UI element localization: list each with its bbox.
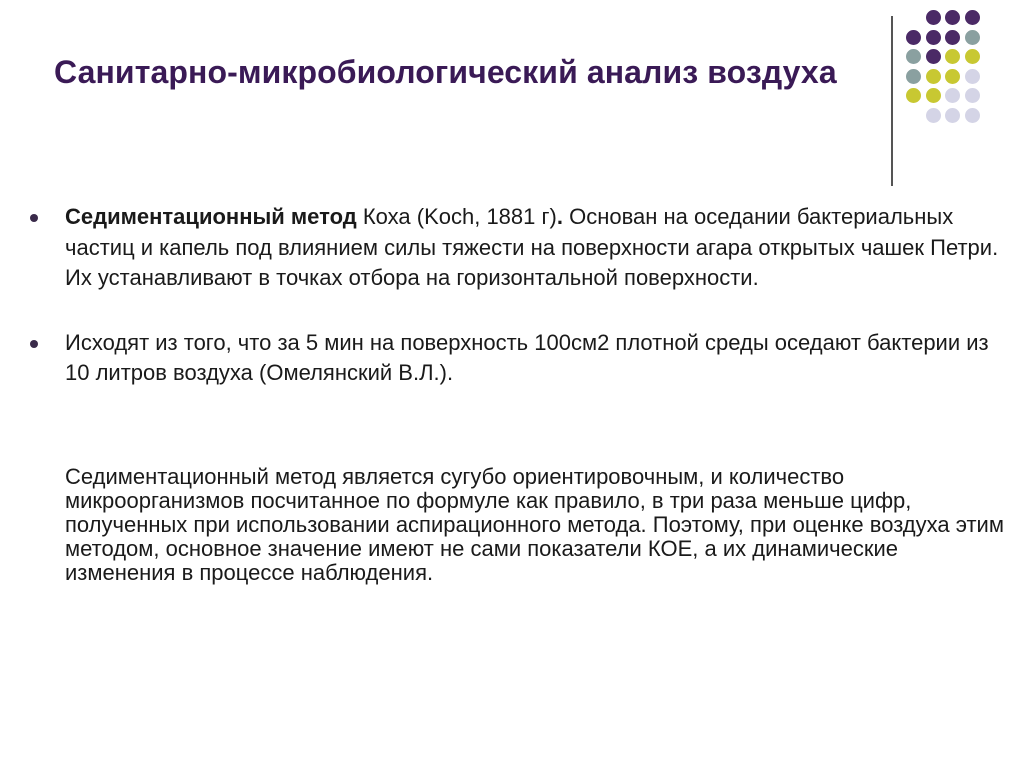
bullet-dot-icon xyxy=(30,340,38,348)
decorative-dot xyxy=(965,30,980,45)
bullet-item xyxy=(30,202,1010,294)
slide-title: Санитарно-микробиологический анализ воздуха xyxy=(54,54,837,90)
decorative-dot xyxy=(945,108,960,123)
decorative-dot xyxy=(965,108,980,123)
bullet-dot-icon xyxy=(30,214,38,222)
bullet-text: Основан на оседании бактериальных частиц и капель под влиянием силы тяжести на поверхности агара открытых чашек Петри. Их устанавливают в точках отбора на горизонтальной поверхности. xyxy=(65,204,999,290)
decorative-dot xyxy=(945,30,960,45)
slide-body xyxy=(30,202,1010,423)
title-divider-line xyxy=(891,16,893,186)
bullet-lead-rest: Коха (Koch, 1881 г) xyxy=(356,204,557,229)
bullet-lead-dot: . xyxy=(556,204,563,229)
decorative-dot xyxy=(926,10,941,25)
body-paragraph: Седиментационный метод является сугубо ориентировочным, и количество микроорганизмов посчитанное по формуле как правило, в три раза меньше цифр, полученных при использовании аспирационного метода. Поэтому, при оценке воздуха этим методом, основное значение имеют не сами показатели КОЕ, а их динамические изменения в процессе наблюдения. xyxy=(65,464,1004,585)
bullet-item xyxy=(30,328,1010,389)
decorative-dot xyxy=(945,10,960,25)
decorative-dot xyxy=(906,30,921,45)
bullet-text: Исходят из того, что за 5 мин на поверхность 100см2 плотной среды оседают бактерии из 10 литров воздуха (Омелянский В.Л.). xyxy=(65,329,989,385)
decorative-dot xyxy=(926,108,941,123)
decorative-dot xyxy=(965,10,980,25)
bullet-lead-bold: Седиментационный метод xyxy=(65,204,357,229)
decorative-dot xyxy=(926,30,941,45)
